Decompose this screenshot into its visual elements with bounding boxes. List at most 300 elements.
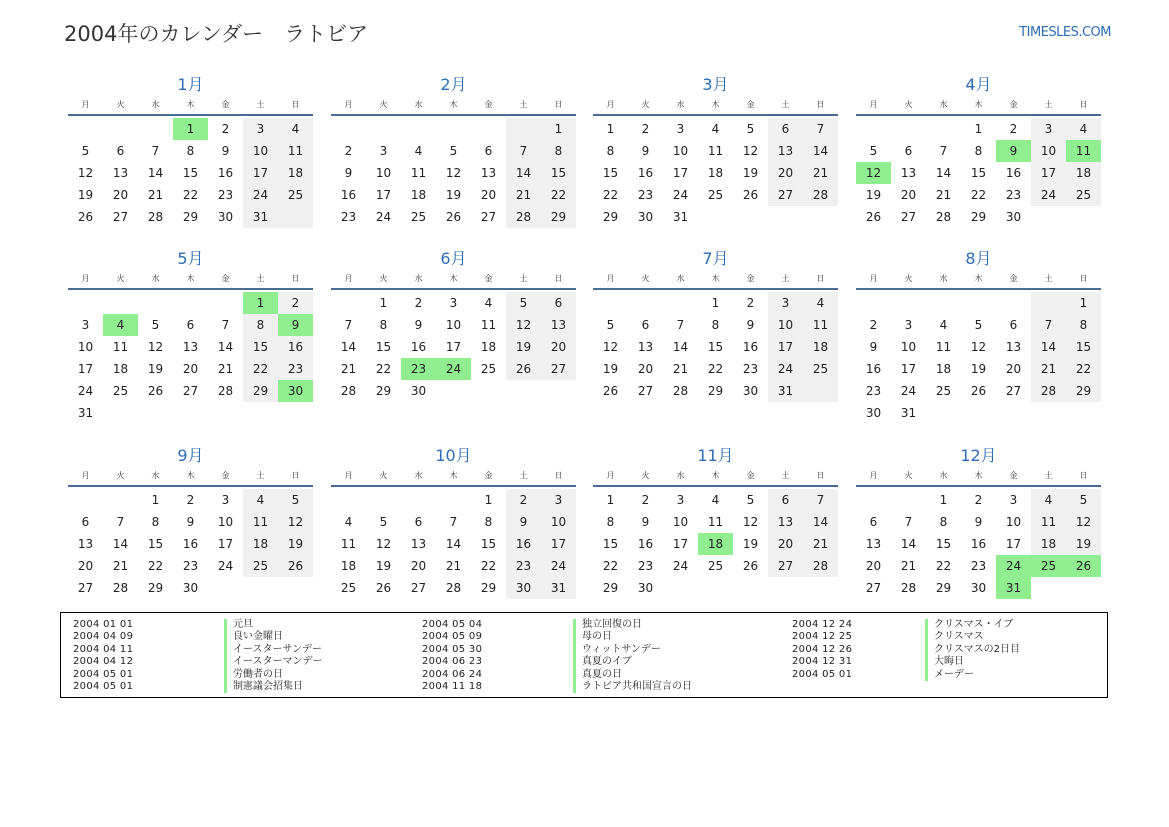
day-cell: 31 — [541, 577, 576, 599]
day-cell: 10 — [375, 166, 392, 180]
week-row — [593, 511, 838, 533]
holiday-name: 真夏のイブ — [573, 656, 692, 668]
day-cell: 28 — [900, 581, 917, 595]
weekday-label: 金 — [1009, 274, 1018, 283]
day-cell: 17 — [1031, 162, 1066, 184]
day-cell: 28 — [935, 210, 952, 224]
week-row — [331, 292, 576, 314]
holiday-name: ウィットサンデー — [573, 644, 692, 656]
weekday-label: 月 — [81, 100, 90, 109]
week-row — [856, 292, 1101, 314]
empty-cell — [173, 402, 208, 424]
day-cell: 3 — [1031, 118, 1066, 140]
day-cell: 15 — [243, 336, 278, 358]
day-cell: 20 — [768, 162, 803, 184]
day-cell: 25 — [480, 362, 497, 376]
empty-cell — [856, 292, 891, 314]
day-cell: 6 — [484, 144, 493, 158]
day-cell: 27 — [410, 581, 427, 595]
day-cell: 24 — [77, 384, 94, 398]
day-cell: 3 — [904, 318, 913, 332]
day-cell: 11 — [707, 144, 724, 158]
weekday-label: 木 — [974, 274, 983, 283]
empty-cell — [926, 402, 961, 424]
day-cell: 27 — [182, 384, 199, 398]
day-cell: 14 — [217, 340, 234, 354]
week-row — [331, 577, 576, 599]
day-cell: 6 — [641, 318, 650, 332]
day-cell: 11 — [707, 515, 724, 529]
day-cell: 4 — [1031, 489, 1066, 511]
weekday-label: 金 — [484, 471, 493, 480]
weekday-header — [593, 98, 838, 112]
day-cell: 22 — [970, 188, 987, 202]
weekday-label: 木 — [186, 471, 195, 480]
weekday-label: 木 — [711, 100, 720, 109]
week-row — [331, 358, 576, 380]
day-cell: 16 — [278, 336, 313, 358]
empty-cell — [138, 402, 173, 424]
weekday-header — [68, 469, 313, 483]
header-rule — [593, 288, 838, 290]
month-7 — [593, 248, 838, 402]
week-row — [68, 162, 313, 184]
day-cell: 28 — [217, 384, 234, 398]
holiday-day: 24 — [996, 555, 1031, 577]
day-cell: 28 — [1031, 380, 1066, 402]
header-rule — [331, 485, 576, 487]
day-cell: 13 — [77, 537, 94, 551]
day-cell: 10 — [672, 144, 689, 158]
weekday-label: 水 — [151, 471, 160, 480]
day-cell: 27 — [480, 210, 497, 224]
weekday-label: 水 — [939, 274, 948, 283]
week-row — [68, 206, 313, 228]
day-cell: 13 — [112, 166, 129, 180]
day-cell: 5 — [746, 122, 755, 136]
day-cell: 18 — [707, 166, 724, 180]
day-cell: 1 — [974, 122, 983, 136]
day-cell: 6 — [81, 515, 90, 529]
day-cell: 15 — [602, 166, 619, 180]
day-cell: 13 — [768, 140, 803, 162]
month-name: 3月 — [702, 75, 729, 94]
empty-cell — [506, 118, 541, 140]
weekday-label: 日 — [554, 100, 563, 109]
month-12 — [856, 445, 1101, 599]
day-cell: 1 — [606, 122, 615, 136]
day-cell: 3 — [541, 489, 576, 511]
day-cell: 26 — [278, 555, 313, 577]
day-cell: 22 — [935, 559, 952, 573]
day-cell: 8 — [379, 318, 388, 332]
holiday-day: 9 — [996, 140, 1031, 162]
weekday-label: 土 — [519, 471, 528, 480]
empty-cell — [331, 489, 366, 511]
day-cell: 1 — [379, 296, 388, 310]
holiday-date: 2004 01 01 — [73, 619, 134, 630]
day-cell: 7 — [939, 144, 948, 158]
day-cell: 17 — [375, 188, 392, 202]
day-cell: 27 — [112, 210, 129, 224]
weekday-label: 火 — [641, 100, 650, 109]
day-cell: 19 — [506, 336, 541, 358]
weekday-header — [331, 469, 576, 483]
day-cell: 2 — [746, 296, 755, 310]
empty-cell — [926, 118, 961, 140]
day-cell: 14 — [935, 166, 952, 180]
holiday-date: 2004 12 26 — [792, 643, 853, 655]
day-cell: 29 — [182, 210, 199, 224]
day-cell: 13 — [1005, 340, 1022, 354]
day-cell: 10 — [217, 515, 234, 529]
empty-cell — [366, 118, 401, 140]
weekday-label: 日 — [816, 471, 825, 480]
month-9 — [68, 445, 313, 599]
day-cell: 25 — [935, 384, 952, 398]
weekday-label: 土 — [256, 274, 265, 283]
empty-cell — [103, 118, 138, 140]
empty-cell — [173, 292, 208, 314]
day-cell: 11 — [340, 537, 357, 551]
day-cell: 14 — [147, 166, 164, 180]
day-cell: 21 — [1031, 358, 1066, 380]
day-cell: 25 — [340, 581, 357, 595]
empty-cell — [803, 206, 838, 228]
day-cell: 4 — [939, 318, 948, 332]
month-name: 4月 — [965, 75, 992, 94]
day-cell: 21 — [803, 162, 838, 184]
weekday-label: 木 — [449, 100, 458, 109]
day-cell: 26 — [970, 384, 987, 398]
weekday-label: 月 — [606, 274, 615, 283]
holiday-day: 23 — [401, 358, 436, 380]
header-rule — [856, 485, 1101, 487]
month-name: 11月 — [697, 446, 734, 465]
day-cell: 12 — [742, 144, 759, 158]
day-cell: 27 — [1005, 384, 1022, 398]
day-cell: 21 — [217, 362, 234, 376]
weekday-header — [331, 272, 576, 286]
day-cell: 18 — [243, 533, 278, 555]
month-8 — [856, 248, 1101, 424]
day-cell: 3 — [676, 122, 685, 136]
weekday-header — [856, 272, 1101, 286]
weekday-label: 土 — [781, 274, 790, 283]
week-row — [331, 380, 576, 402]
week-row — [856, 489, 1101, 511]
holiday-date: 2004 06 24 — [422, 668, 483, 680]
day-cell: 16 — [217, 166, 234, 180]
day-cell: 25 — [707, 559, 724, 573]
day-cell: 5 — [81, 144, 90, 158]
empty-cell — [733, 577, 768, 599]
empty-cell — [733, 206, 768, 228]
week-row — [331, 336, 576, 358]
weekday-label: 水 — [676, 100, 685, 109]
week-row — [593, 118, 838, 140]
day-cell: 24 — [243, 184, 278, 206]
weekday-label: 土 — [256, 471, 265, 480]
day-cell: 26 — [865, 210, 882, 224]
day-cell: 15 — [707, 340, 724, 354]
day-cell: 19 — [970, 362, 987, 376]
day-cell: 8 — [186, 144, 195, 158]
holiday-name: クリスマス — [925, 631, 1020, 643]
day-cell: 30 — [742, 384, 759, 398]
week-row — [331, 555, 576, 577]
holiday-name: メーデー — [925, 669, 1020, 681]
weekday-label: 日 — [291, 274, 300, 283]
month-name: 10月 — [435, 446, 472, 465]
empty-cell — [331, 292, 366, 314]
day-cell: 13 — [900, 166, 917, 180]
day-cell: 22 — [541, 184, 576, 206]
weekday-label: 火 — [116, 100, 125, 109]
month-3 — [593, 74, 838, 228]
holiday-dates-col-1 — [73, 619, 133, 693]
empty-cell — [803, 577, 838, 599]
weekday-label: 火 — [379, 471, 388, 480]
empty-cell — [628, 292, 663, 314]
day-cell: 13 — [768, 511, 803, 533]
day-cell: 28 — [147, 210, 164, 224]
empty-cell — [366, 489, 401, 511]
day-cell: 19 — [147, 362, 164, 376]
week-row — [68, 511, 313, 533]
weekday-header — [593, 469, 838, 483]
week-row — [856, 358, 1101, 380]
day-cell: 20 — [112, 188, 129, 202]
holiday-name: ラトビア共和国宣言の日 — [573, 681, 692, 693]
week-row — [68, 555, 313, 577]
day-cell: 25 — [243, 555, 278, 577]
day-cell: 20 — [410, 559, 427, 573]
day-cell: 28 — [803, 184, 838, 206]
month-6 — [331, 248, 576, 402]
weekday-label: 月 — [869, 100, 878, 109]
day-cell: 8 — [711, 318, 720, 332]
day-cell: 5 — [1066, 489, 1101, 511]
day-cell: 14 — [506, 162, 541, 184]
weekday-label: 木 — [974, 100, 983, 109]
day-cell: 20 — [182, 362, 199, 376]
week-row — [331, 118, 576, 140]
day-cell: 8 — [1066, 314, 1101, 336]
day-cell: 21 — [803, 533, 838, 555]
day-cell: 19 — [742, 166, 759, 180]
day-cell: 13 — [637, 340, 654, 354]
weekday-label: 土 — [519, 274, 528, 283]
day-cell: 3 — [768, 292, 803, 314]
day-cell: 18 — [803, 336, 838, 358]
day-cell: 6 — [186, 318, 195, 332]
week-row — [856, 402, 1101, 424]
empty-cell — [1031, 206, 1066, 228]
day-cell: 7 — [676, 318, 685, 332]
week-row — [593, 533, 838, 555]
day-cell: 9 — [869, 340, 878, 354]
day-cell: 1 — [1066, 292, 1101, 314]
weekday-label: 土 — [1044, 100, 1053, 109]
day-cell: 3 — [243, 118, 278, 140]
week-row — [68, 489, 313, 511]
day-cell: 11 — [803, 314, 838, 336]
weekday-label: 火 — [116, 471, 125, 480]
day-cell: 15 — [541, 162, 576, 184]
holiday-day: 24 — [436, 358, 471, 380]
day-cell: 15 — [375, 340, 392, 354]
day-cell: 8 — [974, 144, 983, 158]
day-cell: 2 — [278, 292, 313, 314]
day-cell: 27 — [77, 581, 94, 595]
empty-cell — [856, 489, 891, 511]
day-cell: 7 — [449, 515, 458, 529]
day-cell: 16 — [1005, 166, 1022, 180]
empty-cell — [961, 402, 996, 424]
week-row — [856, 533, 1101, 555]
week-row — [331, 206, 576, 228]
day-cell: 29 — [1066, 380, 1101, 402]
weekday-header — [856, 98, 1101, 112]
day-cell: 7 — [506, 140, 541, 162]
day-cell: 21 — [672, 362, 689, 376]
day-cell: 5 — [869, 144, 878, 158]
week-row — [68, 184, 313, 206]
weekday-label: 土 — [1044, 274, 1053, 283]
day-cell: 26 — [445, 210, 462, 224]
day-cell: 30 — [637, 581, 654, 595]
holiday-day: 1 — [173, 118, 208, 140]
week-row — [593, 140, 838, 162]
day-cell: 13 — [541, 314, 576, 336]
day-cell: 19 — [77, 188, 94, 202]
header-rule — [68, 485, 313, 487]
holiday-name: クリスマス・イブ — [925, 619, 1020, 631]
day-cell: 9 — [746, 318, 755, 332]
day-cell: 20 — [768, 533, 803, 555]
weekday-label: 日 — [291, 100, 300, 109]
weekday-label: 水 — [151, 100, 160, 109]
month-name: 2月 — [440, 75, 467, 94]
day-cell: 1 — [711, 296, 720, 310]
weekday-label: 土 — [781, 471, 790, 480]
empty-cell — [926, 292, 961, 314]
day-cell: 23 — [340, 210, 357, 224]
weekday-label: 水 — [939, 100, 948, 109]
day-cell: 30 — [410, 384, 427, 398]
empty-cell — [698, 577, 733, 599]
day-cell: 10 — [243, 140, 278, 162]
day-cell: 19 — [742, 537, 759, 551]
week-row — [68, 140, 313, 162]
weekday-label: 日 — [554, 471, 563, 480]
day-cell: 27 — [768, 555, 803, 577]
day-cell: 11 — [112, 340, 129, 354]
day-cell: 3 — [221, 493, 230, 507]
weekday-label: 金 — [221, 100, 230, 109]
holiday-day: 9 — [278, 314, 313, 336]
day-cell: 22 — [182, 188, 199, 202]
header-rule — [331, 288, 576, 290]
week-row — [68, 118, 313, 140]
day-cell: 3 — [676, 493, 685, 507]
week-row — [856, 511, 1101, 533]
empty-cell — [103, 402, 138, 424]
day-cell: 21 — [147, 188, 164, 202]
week-row — [331, 489, 576, 511]
holiday-name: 元旦 — [224, 619, 323, 631]
holiday-date: 2004 06 23 — [422, 656, 483, 668]
day-cell: 5 — [746, 493, 755, 507]
day-cell: 15 — [602, 537, 619, 551]
day-cell: 3 — [81, 318, 90, 332]
day-cell: 7 — [221, 318, 230, 332]
day-cell: 9 — [221, 144, 230, 158]
day-cell: 30 — [217, 210, 234, 224]
day-cell: 17 — [768, 336, 803, 358]
day-cell: 8 — [606, 515, 615, 529]
holiday-date: 2004 04 11 — [73, 643, 134, 655]
day-cell: 4 — [484, 296, 493, 310]
week-row — [856, 162, 1101, 184]
day-cell: 23 — [970, 559, 987, 573]
day-cell: 20 — [480, 188, 497, 202]
day-cell: 4 — [711, 493, 720, 507]
day-cell: 29 — [243, 380, 278, 402]
day-cell: 28 — [112, 581, 129, 595]
holiday-date: 2004 05 01 — [73, 681, 134, 693]
day-cell: 9 — [506, 511, 541, 533]
weekday-label: 金 — [746, 274, 755, 283]
day-cell: 8 — [606, 144, 615, 158]
day-cell: 16 — [637, 166, 654, 180]
weekday-label: 日 — [1079, 471, 1088, 480]
day-cell: 8 — [243, 314, 278, 336]
weekday-label: 金 — [221, 471, 230, 480]
day-cell: 5 — [506, 292, 541, 314]
week-row — [68, 380, 313, 402]
weekday-label: 月 — [869, 274, 878, 283]
day-cell: 16 — [637, 537, 654, 551]
empty-cell — [768, 206, 803, 228]
day-cell: 16 — [182, 537, 199, 551]
empty-cell — [1031, 402, 1066, 424]
weekday-label: 火 — [116, 274, 125, 283]
day-cell: 3 — [379, 144, 388, 158]
day-cell: 18 — [112, 362, 129, 376]
day-cell: 29 — [147, 581, 164, 595]
weekday-header — [68, 272, 313, 286]
site-link[interactable]: TIMESLES.COM — [1019, 25, 1111, 40]
day-cell: 11 — [278, 140, 313, 162]
holiday-dates-col-2 — [422, 619, 482, 693]
holiday-date: 2004 12 31 — [792, 656, 853, 668]
week-row — [331, 184, 576, 206]
holiday-date: 2004 05 09 — [422, 631, 483, 643]
empty-cell — [1066, 206, 1101, 228]
day-cell: 5 — [379, 515, 388, 529]
weekday-header — [331, 98, 576, 112]
day-cell: 23 — [637, 188, 654, 202]
week-row — [68, 533, 313, 555]
empty-cell — [138, 292, 173, 314]
day-cell: 17 — [672, 537, 689, 551]
day-cell: 24 — [1031, 184, 1066, 206]
week-row — [331, 533, 576, 555]
weekday-label: 月 — [81, 274, 90, 283]
weekday-header — [593, 272, 838, 286]
